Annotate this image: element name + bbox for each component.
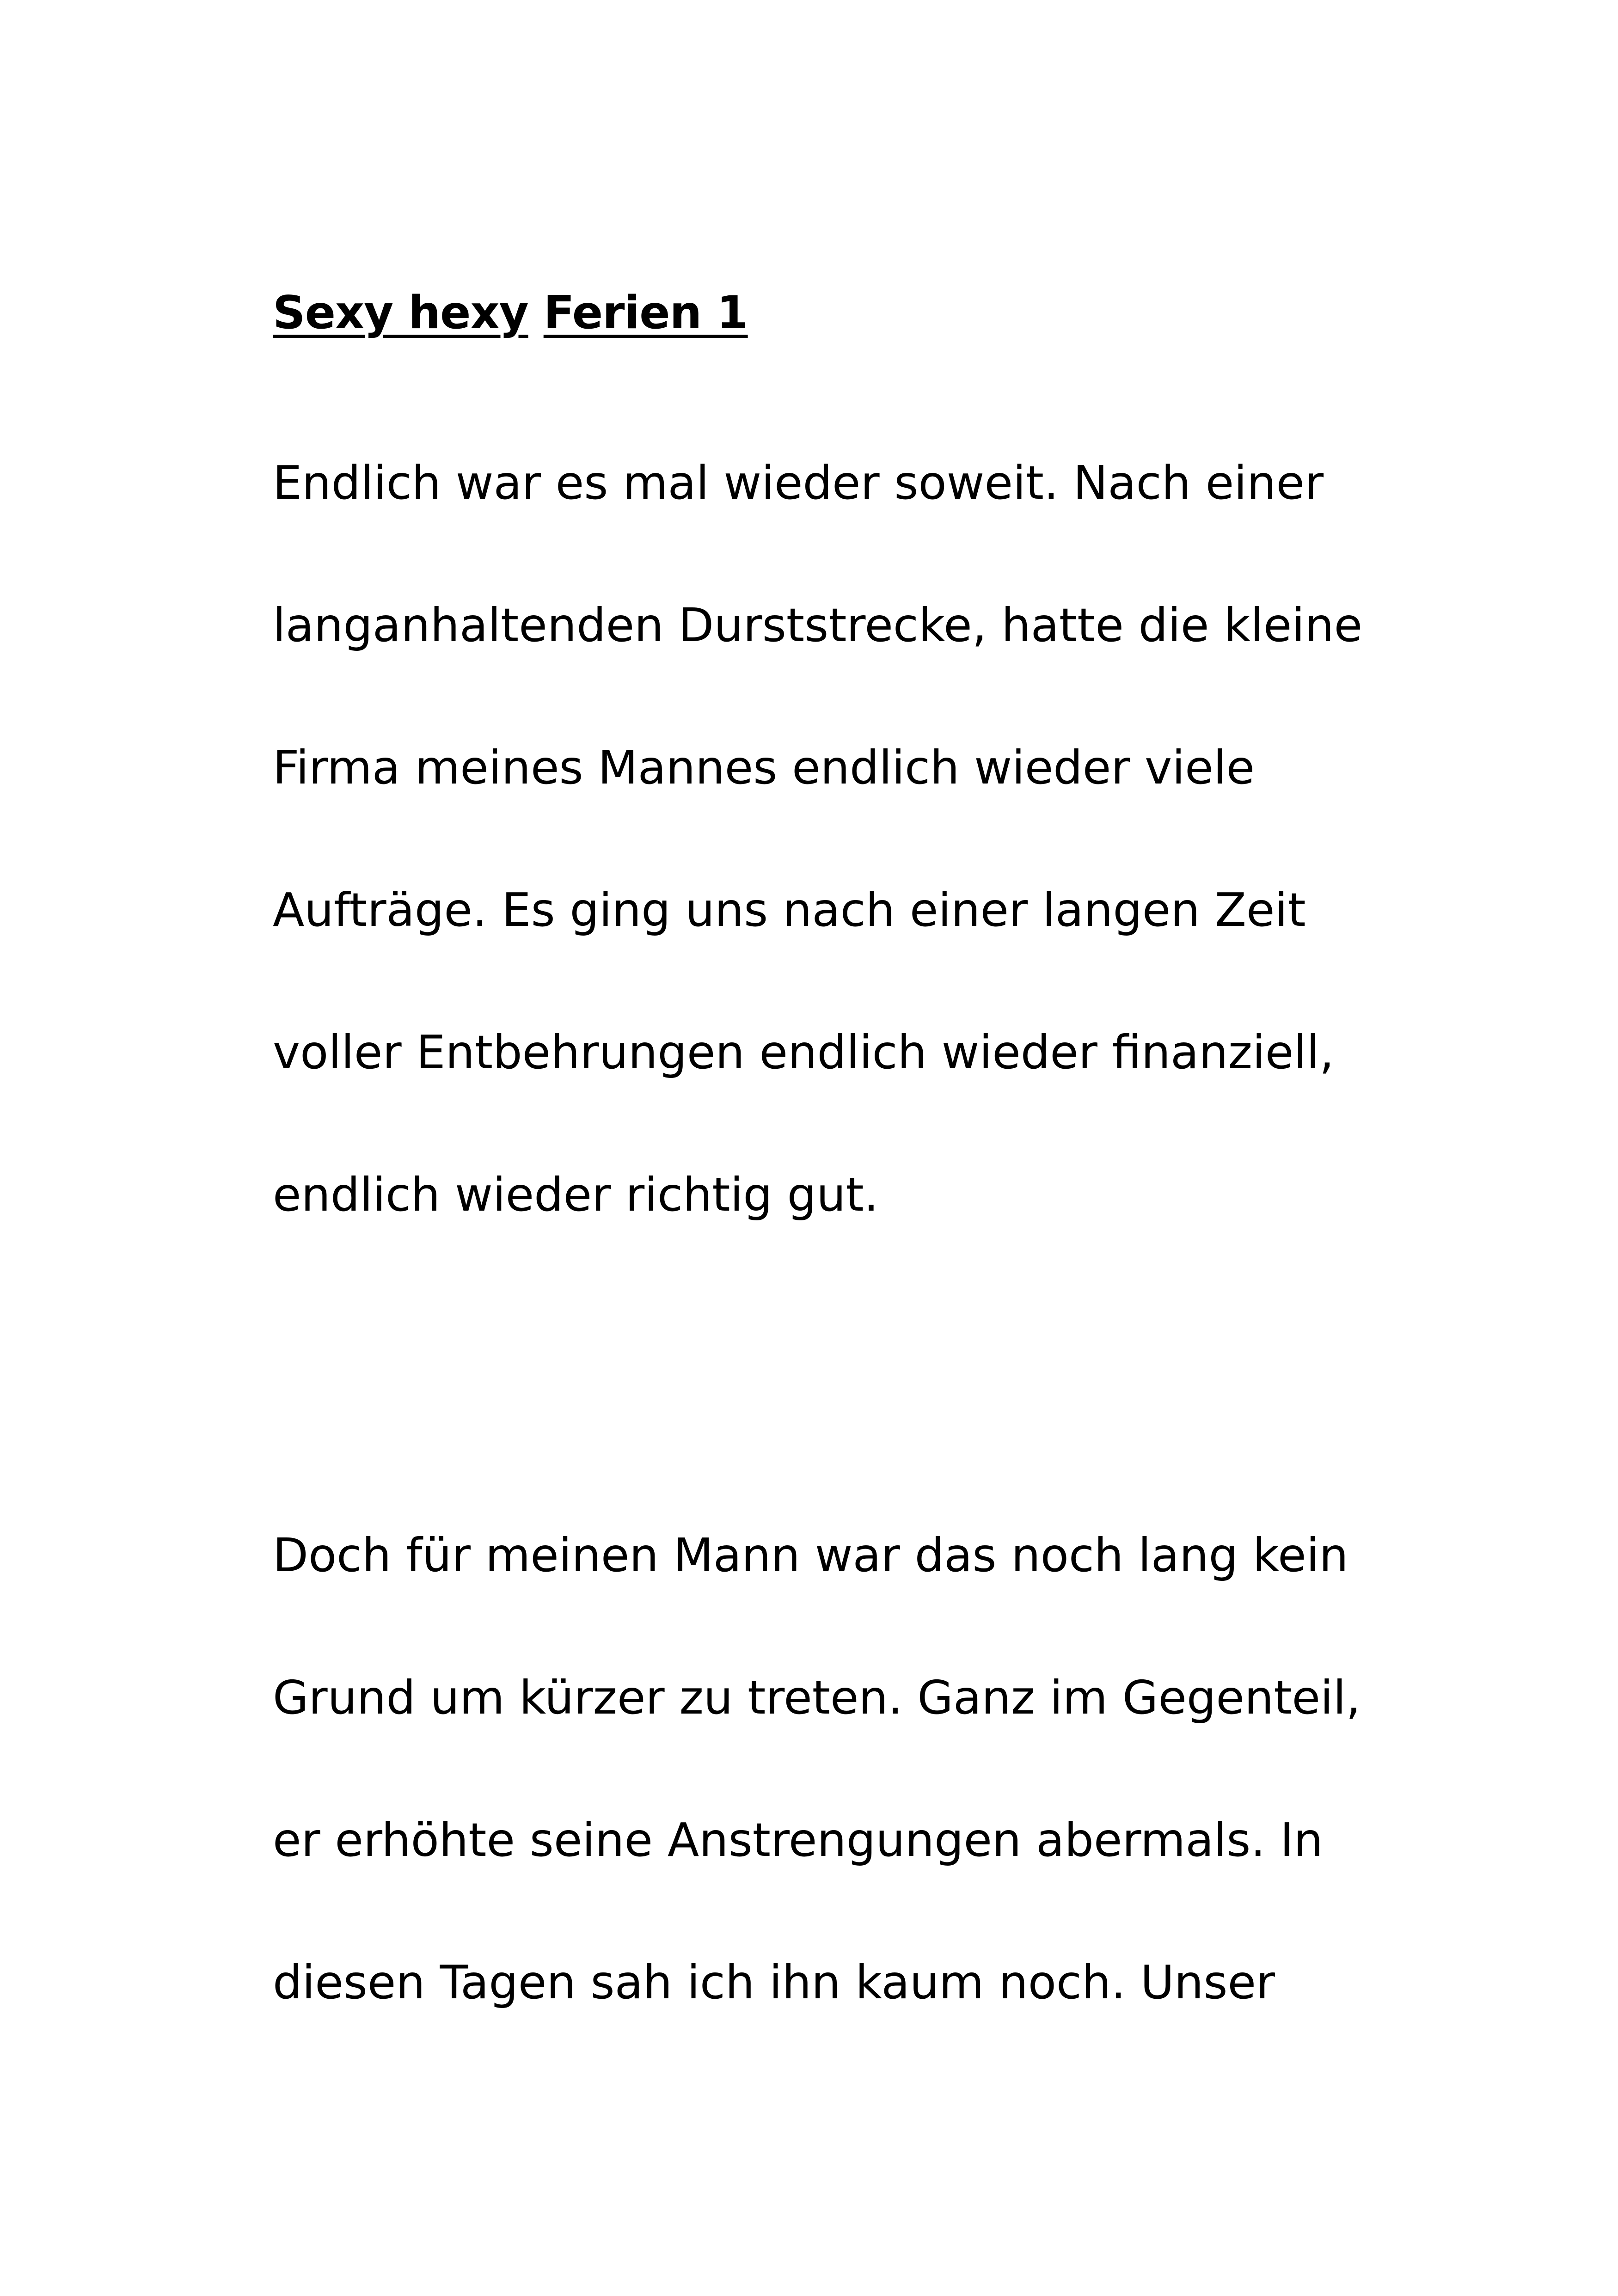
text-line: Endlich war es mal wieder soweit. Nach einer [273, 456, 1324, 510]
text-line: Firma meines Mannes endlich wieder viele [273, 741, 1255, 795]
text-line: er erhöhte seine Anstrengungen abermals. In [273, 1813, 1323, 1867]
title-part-1: Sexy hexy [273, 287, 528, 339]
text-line: Aufträge. Es ging uns nach einer langen Zeit [273, 883, 1306, 937]
text-line: endlich wieder richtig gut. [273, 1168, 879, 1222]
text-line: Grund um kürzer zu treten. Ganz im Gegenteil, [273, 1671, 1361, 1725]
text-line: Doch für meinen Mann war das noch lang kein [273, 1528, 1348, 1582]
paragraph-2 [273, 1525, 1361, 2095]
text-line: voller Entbehrungen endlich wieder finanziell, [273, 1025, 1334, 1079]
paragraph-1 [273, 453, 1362, 1307]
text-line: langanhaltenden Durststrecke, hatte die kleine [273, 598, 1363, 652]
title-part-2: Ferien 1 [543, 287, 748, 339]
document-title [273, 283, 748, 343]
text-line: diesen Tagen sah ich ihn kaum noch. Unser [273, 1955, 1275, 2009]
